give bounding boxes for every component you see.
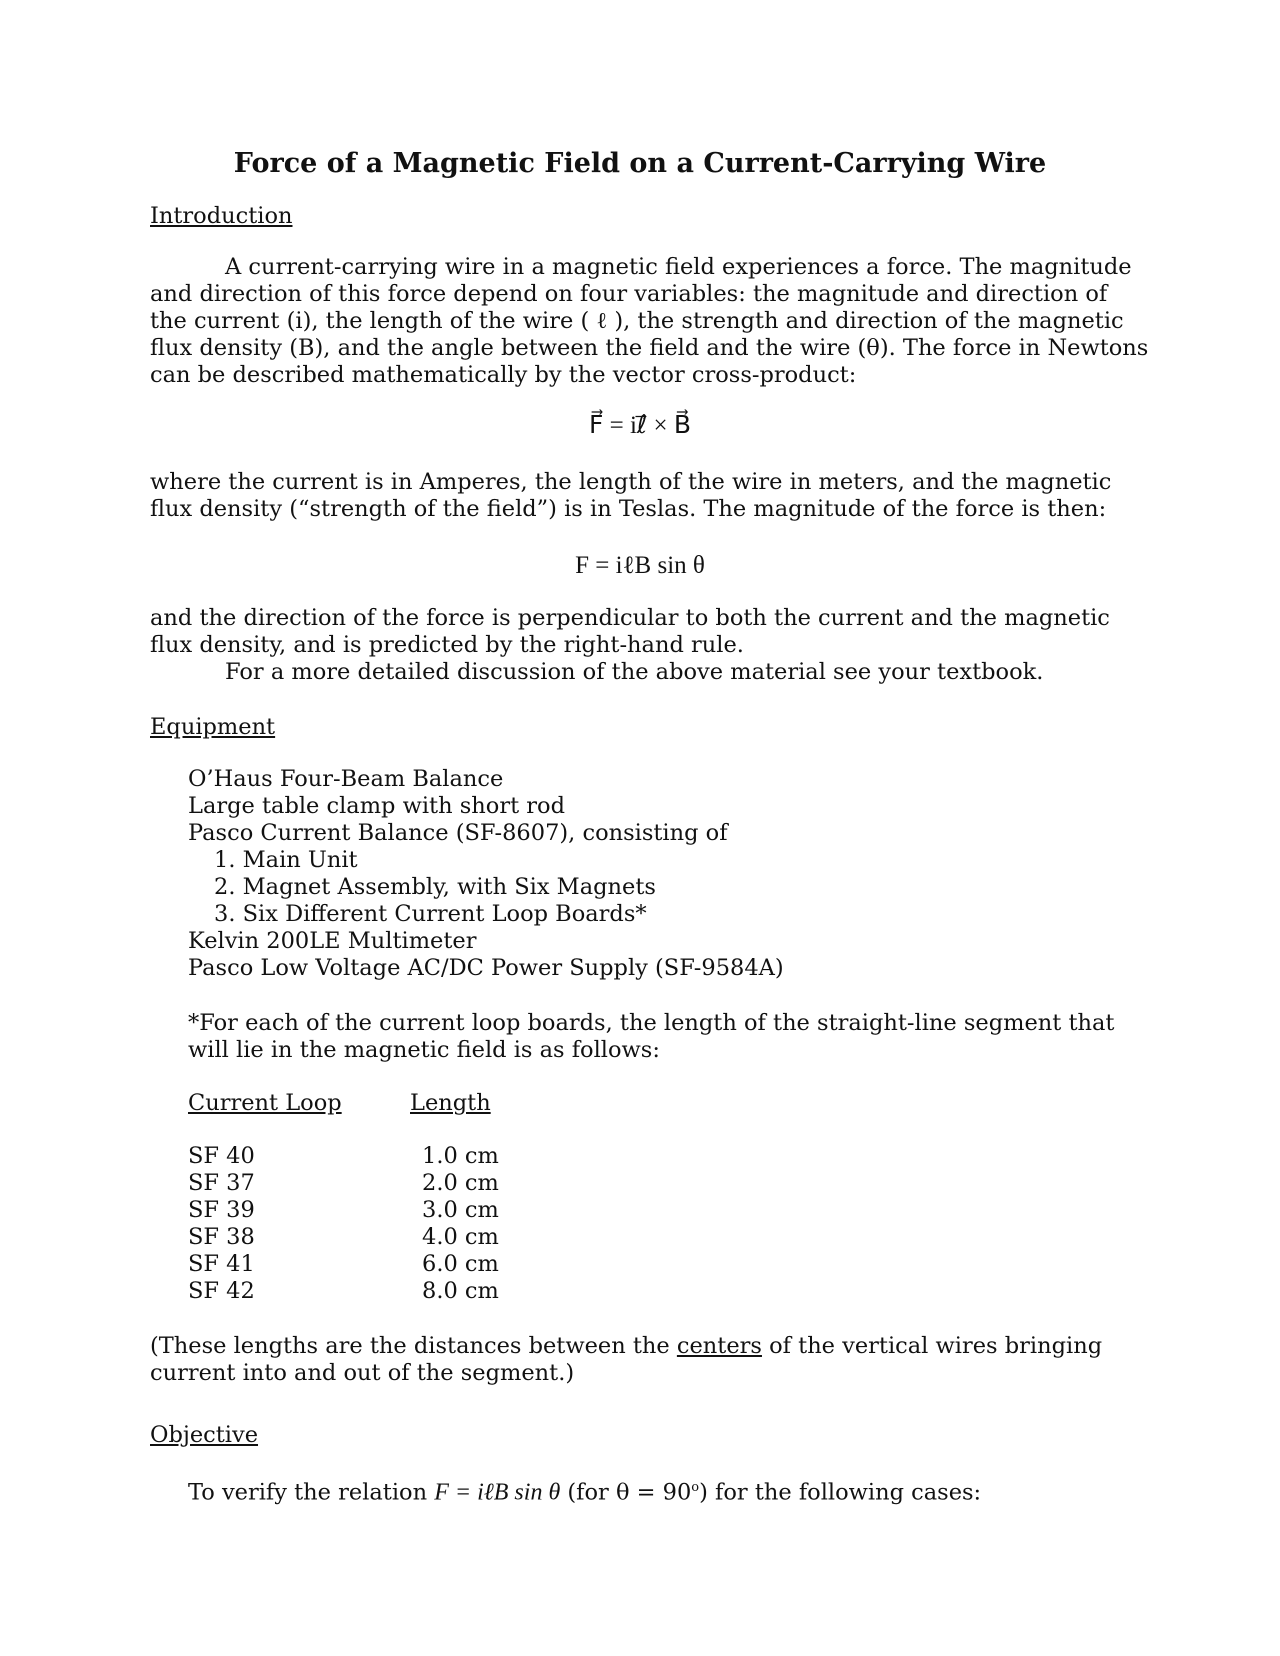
list-item: 2. Magnet Assembly, with Six Magnets — [214, 874, 656, 900]
equipment-sublist — [214, 847, 656, 928]
table-cell: SF 42 — [188, 1278, 255, 1304]
table-cell: SF 38 — [188, 1224, 255, 1250]
table-header-length: Length — [410, 1090, 491, 1116]
footnote-text: (These lengths are the distances between the — [150, 1333, 677, 1359]
objective-heading: Objective — [150, 1422, 259, 1448]
vector-force-equation: F⃗ = iℓ⃗ × B⃗ — [588, 412, 691, 439]
equipment-list-continued — [188, 928, 784, 982]
equipment-heading: Equipment — [150, 714, 276, 740]
list-item: Pasco Low Voltage AC/DC Power Supply (SF-9584A) — [188, 955, 784, 981]
intro-paragraph-1 — [150, 254, 1149, 389]
text-line: will lie in the magnetic field is as follows: — [188, 1037, 660, 1063]
text-line: current into and out of the segment.) — [150, 1360, 575, 1386]
table-cell: 1.0 cm — [422, 1143, 499, 1169]
table-cell: 8.0 cm — [422, 1278, 499, 1304]
text-line: and direction of this force depend on four variables: the magnitude and direction of — [150, 281, 1108, 307]
relation-equation: F = iℓB sin θ — [434, 1479, 561, 1506]
text-line — [188, 1474, 981, 1507]
table-cell: 6.0 cm — [422, 1251, 499, 1277]
table-header-current-loop: Current Loop — [188, 1090, 342, 1116]
table-column-lengths — [422, 1143, 499, 1305]
table-cell: SF 39 — [188, 1197, 255, 1223]
intro-paragraph-3 — [150, 605, 1130, 686]
objective-text-pre: To verify the relation — [188, 1479, 435, 1506]
list-item: Pasco Current Balance (SF-8607), consisting of — [188, 820, 728, 846]
page-title: Force of a Magnetic Field on a Current-Carrying Wire — [233, 148, 1047, 179]
list-item: 1. Main Unit — [214, 847, 358, 873]
footnote-underlined: centers — [676, 1333, 762, 1359]
list-item: Large table clamp with short rod — [188, 793, 565, 819]
table-cell: 2.0 cm — [422, 1170, 499, 1196]
loop-length-note — [188, 1010, 1114, 1064]
introduction-heading: Introduction — [150, 203, 293, 229]
equipment-list — [188, 766, 728, 847]
text-line: can be described mathematically by the vector cross-product: — [150, 362, 857, 388]
text-line: and the direction of the force is perpendicular to both the current and the magnetic — [150, 605, 1110, 631]
text-line: flux density (B), and the angle between the field and the wire (θ). The force in Newtons — [150, 335, 1149, 361]
table-column-loops — [188, 1143, 255, 1305]
intro-paragraph-2 — [150, 469, 1130, 523]
list-item: O’Haus Four-Beam Balance — [188, 766, 504, 792]
text-line: flux density, and is predicted by the right-hand rule. — [150, 632, 744, 658]
degree-symbol: o — [691, 1480, 700, 1495]
objective-text — [188, 1474, 981, 1507]
text-line: *For each of the current loop boards, the length of the straight-line segment that — [188, 1010, 1115, 1036]
text-line: where the current is in Amperes, the length of the wire in meters, and the magnetic — [150, 469, 1112, 495]
lengths-footnote — [150, 1333, 1130, 1387]
objective-text-post: ) for the following cases: — [699, 1479, 982, 1506]
table-cell: SF 37 — [188, 1170, 255, 1196]
list-item: 3. Six Different Current Loop Boards* — [214, 901, 647, 927]
text-line: the current (i), the length of the wire ( ℓ ), the strength and direction of the magnetic — [150, 308, 1124, 334]
objective-text-mid: (for θ = 90 — [560, 1479, 692, 1506]
footnote-text: of the vertical wires bringing — [761, 1333, 1103, 1359]
force-magnitude-equation: F = iℓB sin θ — [575, 552, 705, 579]
table-cell: 4.0 cm — [422, 1224, 499, 1250]
text-line: For a more detailed discussion of the above material see your textbook. — [225, 659, 1044, 685]
text-line: flux density (“strength of the field”) is in Teslas. The magnitude of the force is then: — [150, 496, 1107, 522]
text-line — [150, 1333, 1130, 1360]
list-item: Kelvin 200LE Multimeter — [188, 928, 477, 954]
text-line: A current-carrying wire in a magnetic field experiences a force. The magnitude — [225, 254, 1132, 280]
table-cell: SF 41 — [188, 1251, 255, 1277]
table-cell: SF 40 — [188, 1143, 255, 1169]
table-cell: 3.0 cm — [422, 1197, 499, 1223]
